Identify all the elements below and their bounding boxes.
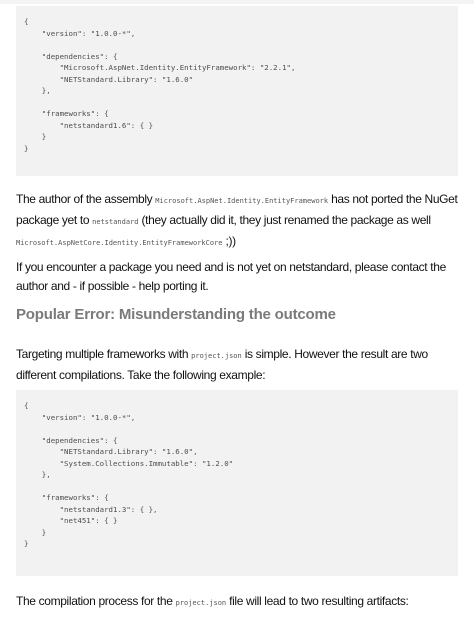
paragraph-text: is simple. However the result are two different compilations. Take the following example:: [16, 347, 428, 382]
section-heading: Popular Error: Misunderstanding the outcome: [16, 306, 336, 323]
inline-code-renamed-package: Microsoft.AspNetCore.Identity.EntityFrameworkCore: [16, 239, 223, 247]
code-block-project-json-2: { "version": "1.0.0-*", "dependencies": { "NETStandard.Library": "1.6.0", "System.Collections.Immutable": "1.2.0" }, "frameworks": { "netstandard1.3": { }, "net451": { } } }: [16, 390, 458, 576]
paragraph-text: The compilation process for the: [16, 594, 176, 608]
paragraph-text: ;)): [222, 234, 236, 248]
paragraph-compilation-process: [16, 592, 462, 613]
inline-code-assembly-name: Microsoft.AspNet.Identity.EntityFramework: [155, 197, 329, 205]
inline-code-project-json: project.json: [175, 599, 227, 607]
paragraph-text: has not ported the NuGet package yet to: [16, 192, 458, 227]
inline-code-netstandard: netstandard: [92, 218, 139, 226]
paragraph-contact-author: If you encounter a package you need and is not yet on netstandard, please contact the author and - if possible - help porting it.: [16, 260, 446, 293]
paragraph-text: file will lead to two resulting artifacts:: [226, 594, 409, 608]
paragraph-text: (they actually did it, they just renamed the package as well: [138, 213, 431, 227]
paragraph-targeting-frameworks: [16, 345, 462, 385]
paragraph-text: The author of the assembly: [16, 192, 156, 206]
paragraph-text: Targeting multiple frameworks with: [16, 347, 192, 361]
code-block-project-json-1: { "version": "1.0.0-*", "dependencies": { "Microsoft.AspNet.Identity.EntityFramework": "2.2.1", "NETStandard.Library": "1.6.0" }, "frameworks": { "netstandard1.6": { } } }: [16, 6, 458, 176]
top-divider: [0, 0, 474, 4]
inline-code-project-json: project.json: [191, 352, 242, 360]
paragraph-assembly-not-ported: [16, 190, 462, 253]
